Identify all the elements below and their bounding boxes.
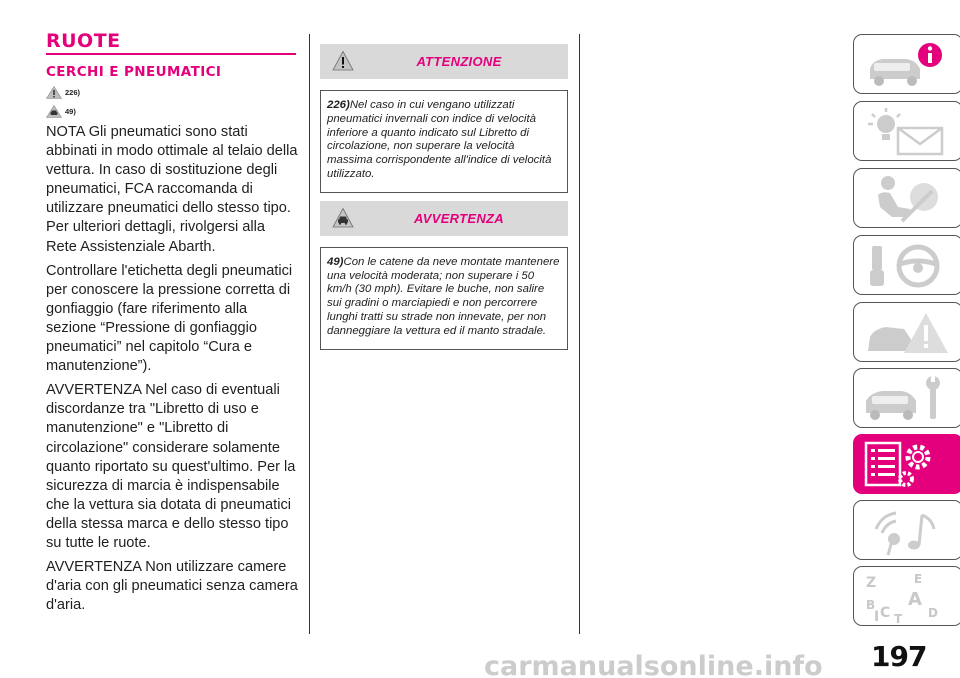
main-column [46,30,298,615]
paragraph-etichetta: Controllare l'etichetta degli pneumatici per conoscere la pressione corretta di gonfiaggio (fare riferimento alla sezione “Pressione di gonfiaggio pneumatici” nel capitolo “Cura e manutenzione”). [46,262,293,375]
car-warning-icon [46,105,62,118]
svg-text:B: B [866,598,876,612]
svg-text:E: E [914,572,923,586]
attenzione-number: 226) [327,99,350,111]
svg-text:T: T [894,612,903,623]
seat-airbag-icon [862,173,952,225]
section-title: RUOTE [46,30,296,55]
alphabet-index-icon [862,571,952,623]
car-info-icon [862,39,952,91]
reference-49[interactable] [46,104,298,118]
avvertenza-title: AVVERTENZA [414,210,504,226]
page-number: 197 [871,640,927,673]
avvertenza-text: Con le catene da neve montate mantenere una velocità moderata; non superare i 50 km/h (30 mph). Evitare le buche, non salire sui gradini o marciapiedi e non percorrere lunghi tratti su strade non innevate, per non danneggiare la vettura ed il manto stradale. [327,255,560,337]
attenzione-body [320,90,568,193]
car-crash-warning-icon [862,307,952,359]
avvertenza-body [320,247,568,350]
tab-emergency[interactable] [853,302,960,362]
tab-starting-driving[interactable] [853,235,960,295]
lights-mail-icon [862,106,952,158]
reference-226[interactable] [46,85,298,99]
svg-text:C: C [880,605,891,621]
tab-technical-data[interactable] [853,434,960,494]
reference-number: 226) [65,87,81,97]
reference-number: 49) [65,106,76,116]
svg-text:I: I [874,609,880,623]
warning-triangle-icon [332,50,354,72]
attenzione-header [320,44,568,79]
attenzione-text: Nel caso in cui vengano utilizzati pneumatici invernali con indice di velocità inferiore a quanto indicato sul Libretto di circolazione, non superare la velocità massima corrispondente all'indice di velocità utilizzato. [327,99,552,180]
key-steering-wheel-icon [862,240,952,292]
svg-text:Z: Z [866,575,877,591]
subsection-title: CERCHI E PNEUMATICI [46,64,222,80]
column-divider-right [579,34,580,634]
car-wrench-icon [862,373,952,425]
tab-lights-messages[interactable] [853,101,960,161]
car-warning-icon [332,207,354,229]
paragraph-nota: NOTA Gli pneumatici sono stati abbinati in modo ottimale al telaio della vettura. In caso di sostituzione degli pneumatici, FCA raccomanda di utilizzare pneumatici dello stesso tipo. Per ulteriori dettagli, rivolgersi alla Rete Assistenziale Abarth. [46,124,298,255]
antenna-music-icon [862,505,952,557]
tab-safety[interactable] [853,168,960,228]
tab-car-info[interactable] [853,34,960,94]
paragraph-avvertenza-discordanze: AVVERTENZA Nel caso di eventuali discordanze tra "Libretto di uso e manutenzione" e "Libretto di circolazione" considerare solamente quanto riportato su quest'ultimo. Per la sicurezza di marcia è indispensabile che la vettura sia dotata di pneumatici della stessa marca e dello stesso tipo su tutte le ruote. [46,382,296,551]
paragraph-avvertenza-camere: AVVERTENZA Non utilizzare camere d'aria con gli pneumatici senza camera d'aria. [46,559,298,614]
tab-maintenance[interactable] [853,368,960,428]
warning-triangle-icon [46,86,62,99]
svg-text:A: A [908,589,922,610]
attenzione-title: ATTENZIONE [416,54,502,69]
avvertenza-number: 49) [327,255,344,268]
tab-multimedia[interactable] [853,500,960,560]
notes-column [320,44,568,350]
tab-index[interactable] [853,566,960,626]
watermark: carmanualsonline.info [484,651,823,678]
list-gears-icon [862,439,952,491]
avvertenza-header [320,201,568,236]
svg-text:D: D [928,606,938,620]
column-divider-left [309,34,310,634]
